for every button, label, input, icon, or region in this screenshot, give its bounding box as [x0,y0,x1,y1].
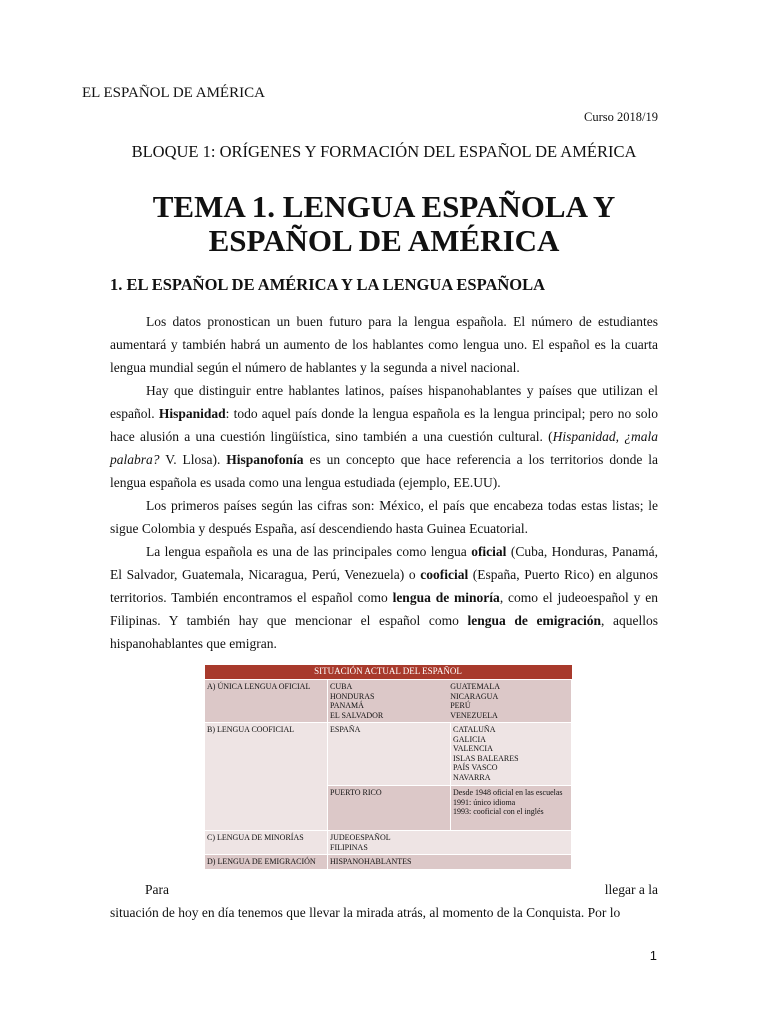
row-label: A) ÚNICA LENGUA OFICIAL [205,680,328,723]
term-lengua-minoria: lengua de minoría [392,590,500,605]
cell-line: PAÍS VASCO [453,763,498,772]
text-run: V. Llosa). [159,452,227,467]
text-run: (España, Puerto Rico) en algunos territorios. También encontramos el español como [110,567,658,605]
cell-line: HONDURAS [330,691,375,701]
table-row [205,723,572,786]
cell-line: VALENCIA [453,744,493,753]
cell-sub [451,786,572,831]
text-run: (Cuba, Honduras, Panamá, El Salvador, Guatemala, Nicaragua, Perú, Venezuela) o [110,544,658,582]
cell-line: PANAMÁ [330,701,364,710]
text-run: La lengua española es una de las principales como lengua [146,544,472,559]
cell-line: PERÚ [450,701,471,710]
row-values [328,680,572,723]
country-column [330,682,383,720]
term-hispanofonia: Hispanofonía [226,452,304,467]
cell-line: 1991: único idioma [453,797,516,807]
table-title: SITUACIÓN ACTUAL DEL ESPAÑOL [205,665,572,680]
cell-line: CUBA [330,682,353,691]
cell-line: NICARAGUA [450,691,499,701]
text-run: , como el judeoespañol y en Filipinas. Y también hay que mencionar el español como [110,590,658,628]
topic-title: TEMA 1. LENGUA ESPAÑOLA Y ESPAÑOL DE AMÉRICA [152,189,616,258]
block-title: BLOQUE 1: ORÍGENES Y FORMACIÓN DEL ESPAÑOL DE AMÉRICA [131,142,637,161]
row-label: C) LENGUA DE MINORÍAS [205,831,328,855]
term-hispanidad: Hispanidad [158,406,226,421]
row-label: B) LENGUA COOFICIAL [205,723,328,831]
row-label: D) LENGUA DE EMIGRACIÓN [205,855,328,870]
paragraph-4 [110,540,658,655]
term-lengua-emigracion: lengua de emigración [467,613,601,628]
country-column [450,682,500,720]
text-run: Hay que distinguir entre hablantes latinos, países hispanohablantes y países que utilizan el español. [110,383,658,421]
term-oficial: oficial [471,544,507,559]
cell-line: VENEZUELA [450,710,498,720]
closing-paragraph-start: Para [145,882,169,897]
cell-line: NAVARRA [453,772,491,782]
cited-work: Hispanidad, ¿mala palabra? [110,429,658,467]
cell-main: ESPAÑA [328,723,451,786]
paragraph-1: Los datos pronostican un buen futuro para la lengua española. El número de estudiantes aumentará y también habrá un aumento de los hablantes como lengua uno. El español es la cuarta lengua mundial según el número de hablantes y la segunda a nivel nacional. [110,314,658,375]
cell-line: CATALUÑA [453,725,496,734]
cell-line: JUDEOESPAÑOL [330,833,391,842]
document-header-title: EL ESPAÑOL DE AMÉRICA [82,85,265,101]
paragraph-3: Los primeros países según las cifras son: México, el país que encabeza todas estas listas; le sigue Colombia y después España, así descendiendo hasta Guinea Ecuatorial. [110,498,658,536]
cell-main: PUERTO RICO [328,786,451,831]
cell-line: GUATEMALA [450,682,500,691]
term-cooficial: cooficial [420,567,469,582]
text-run: : todo aquel país donde la lengua española es la lengua principal; pero no solo hace alusión a una cuestión lingüística, sino también a una cuestión cultural. ( [110,406,658,444]
paragraph-2 [110,379,658,494]
cell-line: GALICIA [453,734,486,744]
text-run: , aquellos hispanohablantes que emigran. [110,613,658,651]
course-label: Curso 2018/19 [584,110,658,124]
cell-line: FILIPINAS [330,842,368,852]
closing-paragraph-end: llegar a la [604,882,658,897]
table-row [205,855,572,870]
body-text [110,310,658,655]
table-row [205,831,572,855]
text-run: es un concepto que hace referencia a los territorios donde la lengua española es usada como una lengua estudiada (ejemplo, EE.UU). [110,452,658,490]
cell-sub [451,723,572,786]
row-values [328,831,572,855]
cell-line: Desde 1948 oficial en las escuelas [453,788,563,797]
situation-table [204,665,572,870]
closing-paragraph-line: situación de hoy en día tenemos que llevar la mirada atrás, al momento de la Conquista. Por lo [110,905,621,920]
page-number: 1 [649,948,657,963]
row-values: HISPANOHABLANTES [328,855,572,870]
section-heading: 1. EL ESPAÑOL DE AMÉRICA Y LA LENGUA ESPAÑOLA [110,275,546,294]
cell-line: 1993: cooficial con el inglés [453,807,544,816]
cell-line: EL SALVADOR [330,710,384,720]
table-row [205,680,572,723]
cell-line: ISLAS BALEARES [453,753,519,763]
